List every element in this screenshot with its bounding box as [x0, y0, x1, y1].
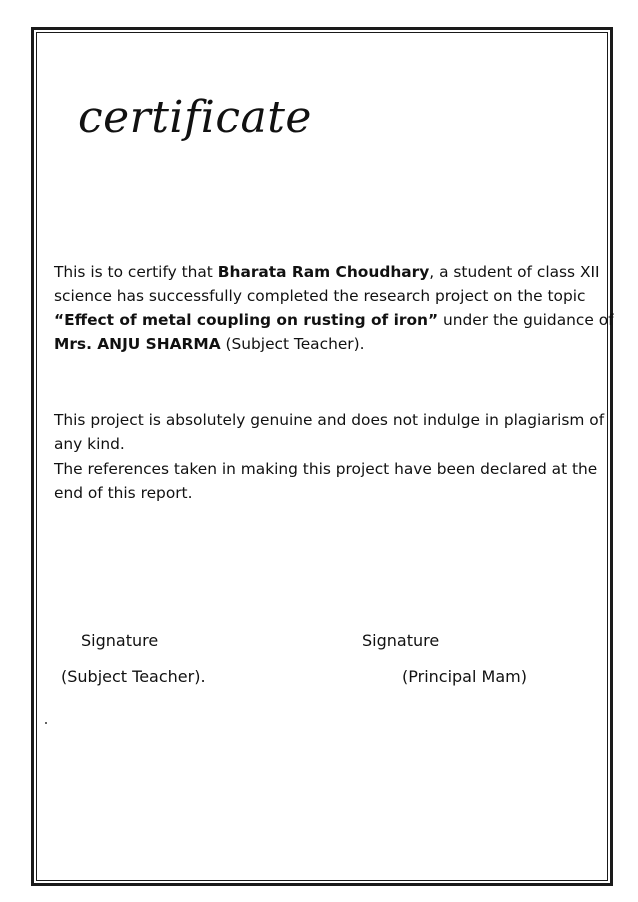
stray-mark — [45, 722, 47, 724]
teacher-name: Mrs. ANJU SHARMA — [54, 335, 221, 353]
genuineness-paragraph: This project is absolutely genuine and does not indulge in plagiarism of any kind. — [54, 411, 605, 453]
paragraph-text-1: This is to certify that — [54, 263, 218, 281]
teacher-signature-role: (Subject Teacher). — [61, 667, 206, 686]
student-name: Bharata Ram Choudhary — [217, 263, 430, 281]
principal-signature-role: (Principal Mam) — [402, 667, 527, 686]
paragraph-text-4: (Subject Teacher). — [220, 335, 365, 353]
paragraph-text-2: , a student of class XII science has successfully completed the research project on the topic — [54, 263, 600, 305]
teacher-signature-label: Signature — [81, 631, 159, 650]
paragraph-text-3: under the guidance of — [438, 311, 614, 329]
project-topic: “Effect of metal coupling on rusting of iron” — [54, 311, 439, 329]
references-paragraph: The references taken in making this project have been declared at the end of this report. — [54, 460, 598, 502]
principal-signature-label: Signature — [362, 631, 440, 650]
certificate-title: certificate — [78, 92, 312, 143]
certification-paragraph — [54, 260, 614, 356]
